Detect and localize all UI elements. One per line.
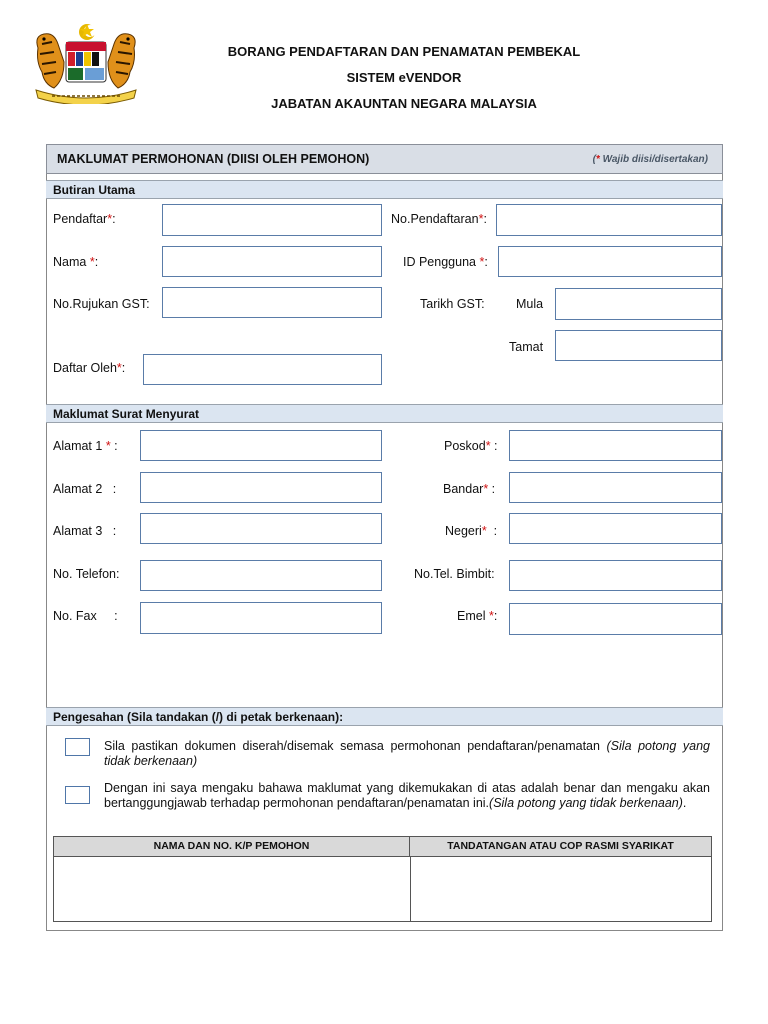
nama-input[interactable] <box>162 246 382 277</box>
label-no-rujukan-gst: No.Rujukan GST: <box>53 297 150 311</box>
label-no-fax: No. Fax : <box>53 609 118 623</box>
label-bandar: Bandar* : <box>443 482 496 496</box>
signature-table <box>53 836 712 922</box>
section-butiran-utama: Butiran Utama <box>46 180 723 199</box>
alamat1-input[interactable] <box>140 430 382 461</box>
confirm-documents-checkbox[interactable] <box>65 738 90 756</box>
alamat3-input[interactable] <box>140 513 382 544</box>
coat-of-arms-logo <box>30 22 142 104</box>
label-nama: Nama *: <box>53 255 99 269</box>
label-id-pengguna: ID Pengguna *: <box>403 255 488 269</box>
header-department: JABATAN AKAUNTAN NEGARA MALAYSIA <box>271 96 537 111</box>
label-emel: Emel *: <box>457 609 498 623</box>
section-pengesahan: Pengesahan (Sila tandakan (/) di petak berkenaan): <box>46 707 723 726</box>
label-poskod: Poskod* : <box>444 439 498 453</box>
confirm-documents-text: Sila pastikan dokumen diserah/disemak semasa permohonan pendaftaran/penamatan (Sila potong yang tidak berkenaan) <box>104 739 710 768</box>
no-pendaftaran-input[interactable] <box>496 204 722 236</box>
form-title-bar <box>46 144 723 174</box>
signature-col-name-header: NAMA DAN NO. K/P PEMOHON <box>54 837 410 857</box>
section-surat-menyurat: Maklumat Surat Menyurat <box>46 404 723 423</box>
form-title: MAKLUMAT PERMOHONAN (DIISI OLEH PEMOHON) <box>57 152 370 166</box>
no-telefon-input[interactable] <box>140 560 382 591</box>
bandar-input[interactable] <box>509 472 722 503</box>
label-alamat1: Alamat 1 * : <box>53 439 118 453</box>
label-tarikh-gst: Tarikh GST: <box>420 297 485 311</box>
no-fax-input[interactable] <box>140 602 382 634</box>
header-title: BORANG PENDAFTARAN DAN PENAMATAN PEMBEKAL <box>227 44 581 59</box>
signature-col-sign-header: TANDATANGAN ATAU COP RASMI SYARIKAT <box>410 837 711 857</box>
negeri-input[interactable] <box>509 513 722 544</box>
label-tamat: Tamat <box>509 340 544 354</box>
header-system: SISTEM eVENDOR <box>346 70 462 85</box>
label-mula: Mula <box>516 297 544 311</box>
label-no-tel-bimbit: No.Tel. Bimbit: <box>414 567 495 581</box>
no-tel-bimbit-input[interactable] <box>509 560 722 591</box>
label-no-telefon: No. Telefon: <box>53 567 120 581</box>
alamat2-input[interactable] <box>140 472 382 503</box>
confirm-declaration-checkbox[interactable] <box>65 786 90 804</box>
daftar-oleh-input[interactable] <box>143 354 382 385</box>
tarikh-mula-input[interactable] <box>555 288 722 320</box>
poskod-input[interactable] <box>509 430 722 461</box>
no-rujukan-gst-input[interactable] <box>162 287 382 318</box>
confirm-declaration-text: Dengan ini saya mengaku bahawa maklumat yang dikemukakan di atas adalah benar dan mengaku akan bertanggungjawab terhadap permohonan pendaftaran/penamatan ini.(Sila potong yang tidak berkenaan). <box>104 781 710 810</box>
id-pengguna-input[interactable] <box>498 246 722 277</box>
signature-divider <box>410 857 411 921</box>
label-alamat2: Alamat 2 : <box>53 482 117 496</box>
label-no-pendaftaran: No.Pendaftaran*: <box>391 212 487 226</box>
label-negeri: Negeri* : <box>445 524 498 538</box>
required-note: (* Wajib diisi/disertakan) <box>592 154 708 165</box>
label-pendaftar: Pendaftar*: <box>53 212 116 226</box>
pendaftar-input[interactable] <box>162 204 382 236</box>
label-daftar-oleh: Daftar Oleh*: <box>53 361 126 375</box>
tarikh-tamat-input[interactable] <box>555 330 722 361</box>
label-alamat3: Alamat 3 : <box>53 524 117 538</box>
emel-input[interactable] <box>509 603 722 635</box>
